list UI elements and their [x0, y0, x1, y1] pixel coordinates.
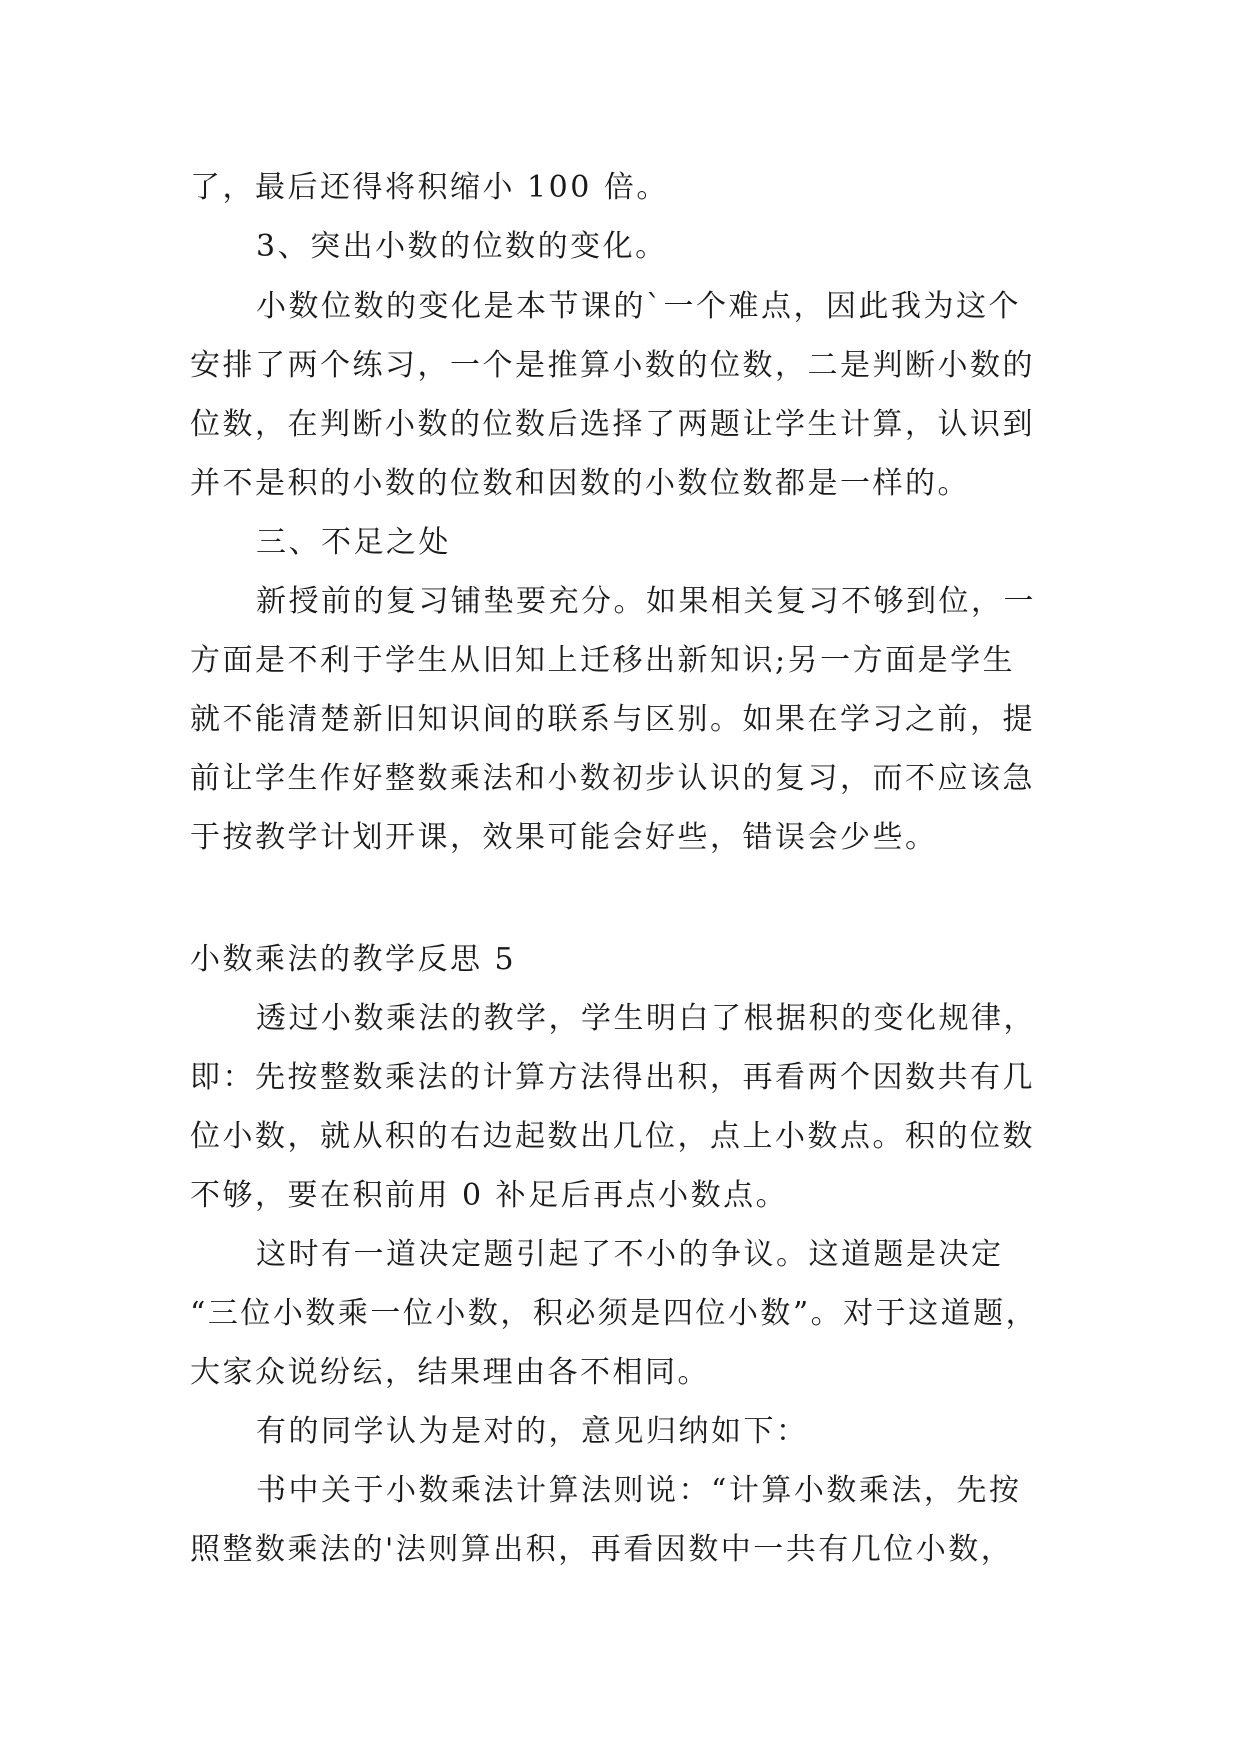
text-line: 照整数乘法的'法则算出积，再看因数中一共有几位小数，	[190, 1532, 1014, 1567]
text-line: 于按教学计划开课，效果可能会好些，错误会少些。	[190, 820, 938, 855]
text-line: 并不是积的小数的位数和因数的小数位数都是一样的。	[190, 466, 970, 501]
text-line: 有的同学认为是对的，意见归纳如下：	[256, 1414, 809, 1449]
text-line: 小数位数的变化是本节课的`一个难点，因此我为这个	[256, 289, 1021, 324]
text-line: 这时有一道决定题引起了不小的争议。这道题是决定	[256, 1237, 1004, 1272]
text-line: 位小数，就从积的右边起数出几位，点上小数点。积的位数	[190, 1119, 1035, 1154]
text-line: 方面是不利于学生从旧知上迁移出新知识;另一方面是学生	[190, 643, 1016, 678]
text-line: 不够，要在积前用 0 补足后再点小数点。	[190, 1178, 789, 1213]
section-heading: 三、不足之处	[256, 525, 451, 560]
text-line: 了，最后还得将积缩小 100 倍。	[190, 170, 669, 205]
text-line: 安排了两个练习，一个是推算小数的位数，二是判断小数的	[190, 348, 1035, 383]
article-title: 小数乘法的教学反思 5	[190, 942, 517, 977]
text-line: 即：先按整数乘法的计算方法得出积，再看两个因数共有几	[190, 1060, 1035, 1095]
section-heading: 3、突出小数的位数的变化。	[256, 229, 668, 264]
text-line: 位数，在判断小数的位数后选择了两题让学生计算，认识到	[190, 407, 1035, 442]
text-line: 新授前的复习铺垫要充分。如果相关复习不够到位，一	[256, 584, 1036, 619]
text-line: 就不能清楚新旧知识间的联系与区别。如果在学习之前，提	[190, 702, 1035, 737]
text-line: “三位小数乘一位小数，积必须是四位小数”。对于这道题，	[190, 1296, 1039, 1331]
text-line: 前让学生作好整数乘法和小数初步认识的复习，而不应该急	[190, 761, 1035, 796]
text-line: 透过小数乘法的教学，学生明白了根据积的变化规律，	[256, 1001, 1036, 1036]
text-line: 书中关于小数乘法计算法则说：“计算小数乘法，先按	[256, 1473, 1022, 1508]
text-line: 大家众说纷纭，结果理由各不相同。	[190, 1355, 710, 1390]
